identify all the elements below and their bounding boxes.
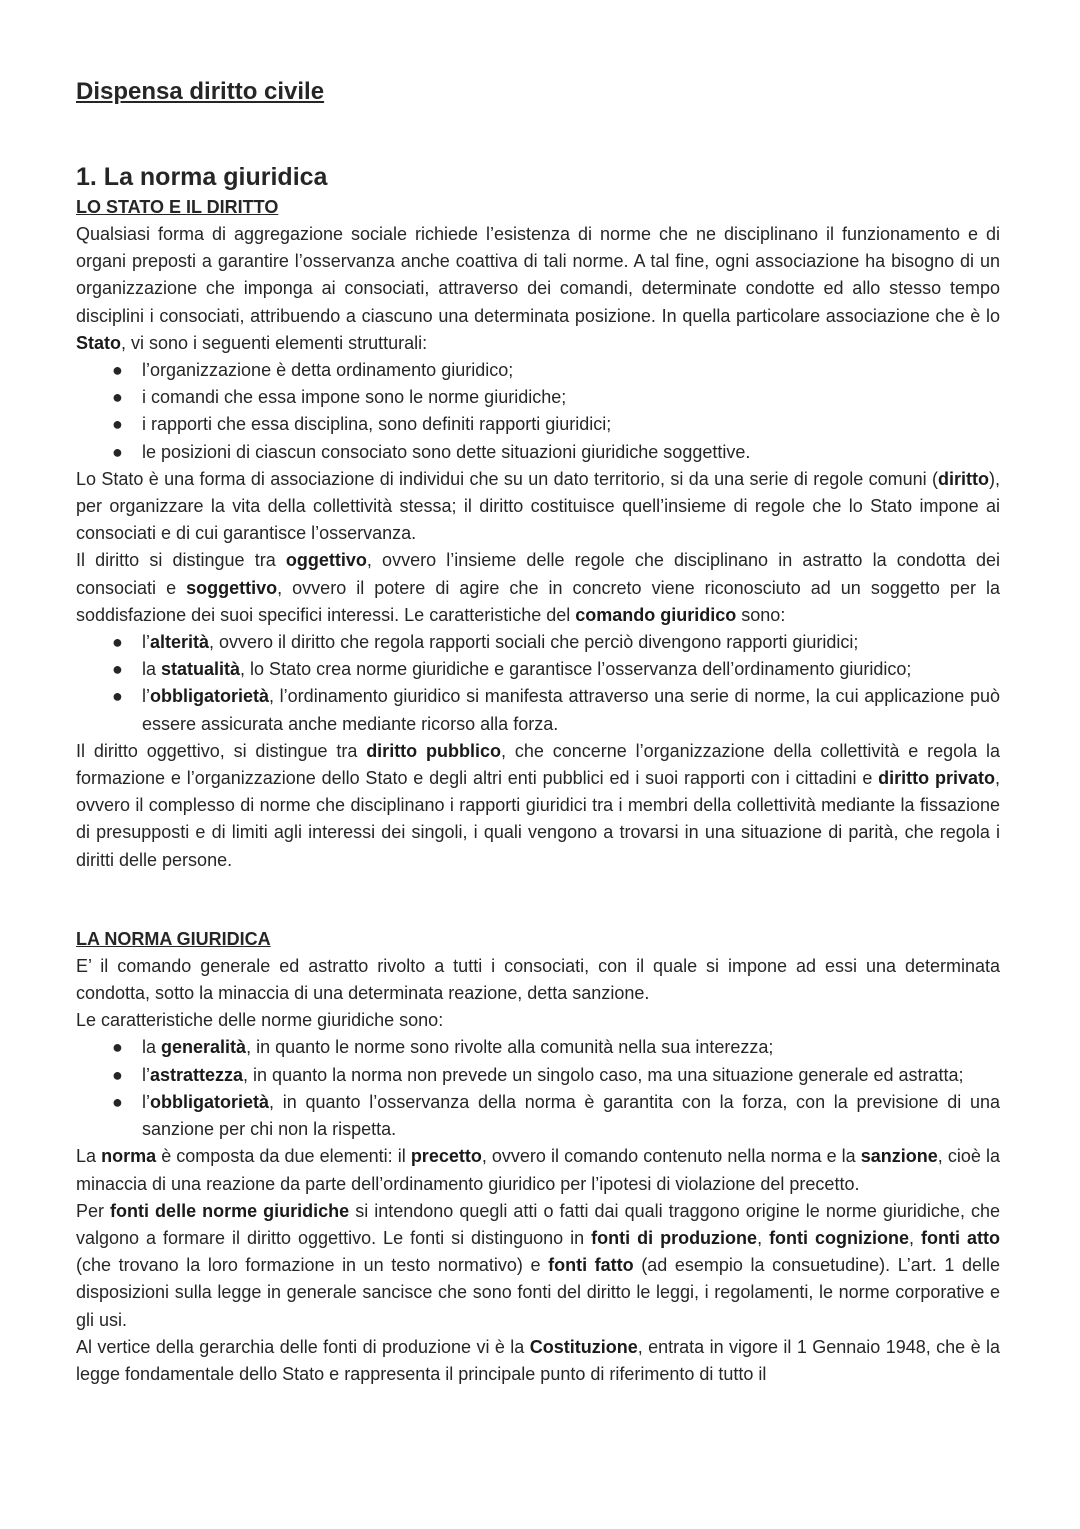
list-item: ● l’organizzazione è detta ordinamento giuridico; — [112, 360, 514, 381]
paragraph: Qualsiasi forma di aggregazione sociale richiede l’esistenza di norme che ne disciplinano il funzionamento e di organi preposti a garantire l’osservanza anche coattiva di tali norme. A tal fine, ogni associazione ha bisogno di un organizzazione che imponga ai consociati, attraverso dei comandi, determinate condotte ed allo stesso tempo disciplini i consociati, attribuendo a ciascuno una determinata posizione. In quella particolare associazione che è lo Stato, vi sono i seguenti elementi strutturali: — [76, 224, 1000, 353]
section-heading-norma-giuridica: LA NORMA GIURIDICA — [76, 928, 271, 949]
list-item: ● i rapporti che essa disciplina, sono definiti rapporti giuridici; — [112, 414, 612, 435]
paragraph: Lo Stato è una forma di associazione di individui che su un dato territorio, si da una serie di regole comuni (diritto), per organizzare la vita della collettività stessa; il diritto costituisce quell’insieme di regole che lo Stato impone ai consociati e di cui garantisce l’osservanza. — [76, 468, 1000, 544]
list-item: ● i comandi che essa impone sono le norme giuridiche; — [112, 387, 567, 408]
list-item: ● l’alterità, ovvero il diritto che regola rapporti sociali che perciò divengono rapporti giuridici; — [112, 632, 859, 653]
list-item: ● le posizioni di ciascun consociato sono dette situazioni giuridiche soggettive. — [112, 441, 751, 462]
paragraph: Per fonti delle norme giuridiche si intendono quegli atti o fatti dai quali traggono origine le norme giuridiche, che valgono a formare il diritto oggettivo. Le fonti si distinguono in fonti di produzione, fonti cognizione, fonti atto (che trovano la loro formazione in un testo normativo) e fonti fatto (ad esempio la consuetudine). L’art. 1 delle disposizioni sulla legge in generale sancisce che sono fonti del diritto le leggi, i regolamenti, le norme corporative e gli usi. — [76, 1200, 1000, 1330]
paragraph: Al vertice della gerarchia delle fonti di produzione vi è la Costituzione, entrata in vigore il 1 Gennaio 1948, che è la legge fondamentale dello Stato e rappresenta il principale punto di riferimento di tutto il — [76, 1336, 1000, 1384]
norm-characteristics-list — [76, 1034, 1000, 1143]
list-item: ● la generalità, in quanto le norme sono rivolte alla comunità nella sua interezza; — [112, 1037, 774, 1058]
list-item: ● l’obbligatorietà, l’ordinamento giuridico si manifesta attraverso una serie di norme, la cui applicazione può essere assicurata anche mediante ricorso alla forza. — [112, 686, 1000, 734]
paragraph: La norma è composta da due elementi: il precetto, ovvero il comando contenuto nella norma e la sanzione, cioè la minaccia di una reazione da parte dell’ordinamento giuridico per l’ipotesi di violazione del precetto. — [76, 1146, 1000, 1194]
paragraph: Le caratteristiche delle norme giuridiche sono: — [76, 1010, 444, 1031]
list-item: ● l’astrattezza, in quanto la norma non prevede un singolo caso, ma una situazione generale ed astratta; — [112, 1064, 964, 1085]
chapter-title: 1. La norma giuridica — [76, 163, 328, 191]
list-item: ● l’obbligatorietà, in quanto l’osservanza della norma è garantita con la forza, con la previsione di una sanzione per chi non la rispetta. — [112, 1091, 1000, 1140]
paragraph: E’ il comando generale ed astratto rivolto a tutti i consociati, con il quale si impone ad essi una determinata condotta, sotto la minaccia di una determinata reazione, detta sanzione. — [76, 955, 1000, 1004]
document-title: Dispensa diritto civile — [76, 78, 325, 105]
paragraph: Il diritto oggettivo, si distingue tra diritto pubblico, che concerne l’organizzazione della collettività e regola la formazione e l’organizzazione dello Stato e degli altri enti pubblici ed i suoi rapporti con i cittadini e diritto privato, ovvero il complesso di norme che disciplinano i rapporti giuridici tra i membri della collettività mediante la fissazione di presupposti e di limiti agli interessi dei singoli, i quali vengono a trovarsi in una situazione di parità, che regola i diritti delle persone. — [76, 740, 1001, 870]
section-heading-stato-diritto: LO STATO E IL DIRITTO — [76, 197, 279, 217]
paragraph: Il diritto si distingue tra oggettivo, ovvero l’insieme delle regole che disciplinano in astratto la condotta dei consociati e soggettivo, ovvero il potere di agire che in concreto viene riconosciuto ad un soggetto per la soddisfazione dei suoi specifici interessi. Le caratteristiche del comando giuridico sono: — [76, 550, 1000, 625]
structural-elements-list — [76, 357, 1000, 466]
command-characteristics-list — [76, 629, 1000, 738]
list-item: ● la statualità, lo Stato crea norme giuridiche e garantisce l’osservanza dell’ordinamento giuridico; — [112, 659, 912, 680]
